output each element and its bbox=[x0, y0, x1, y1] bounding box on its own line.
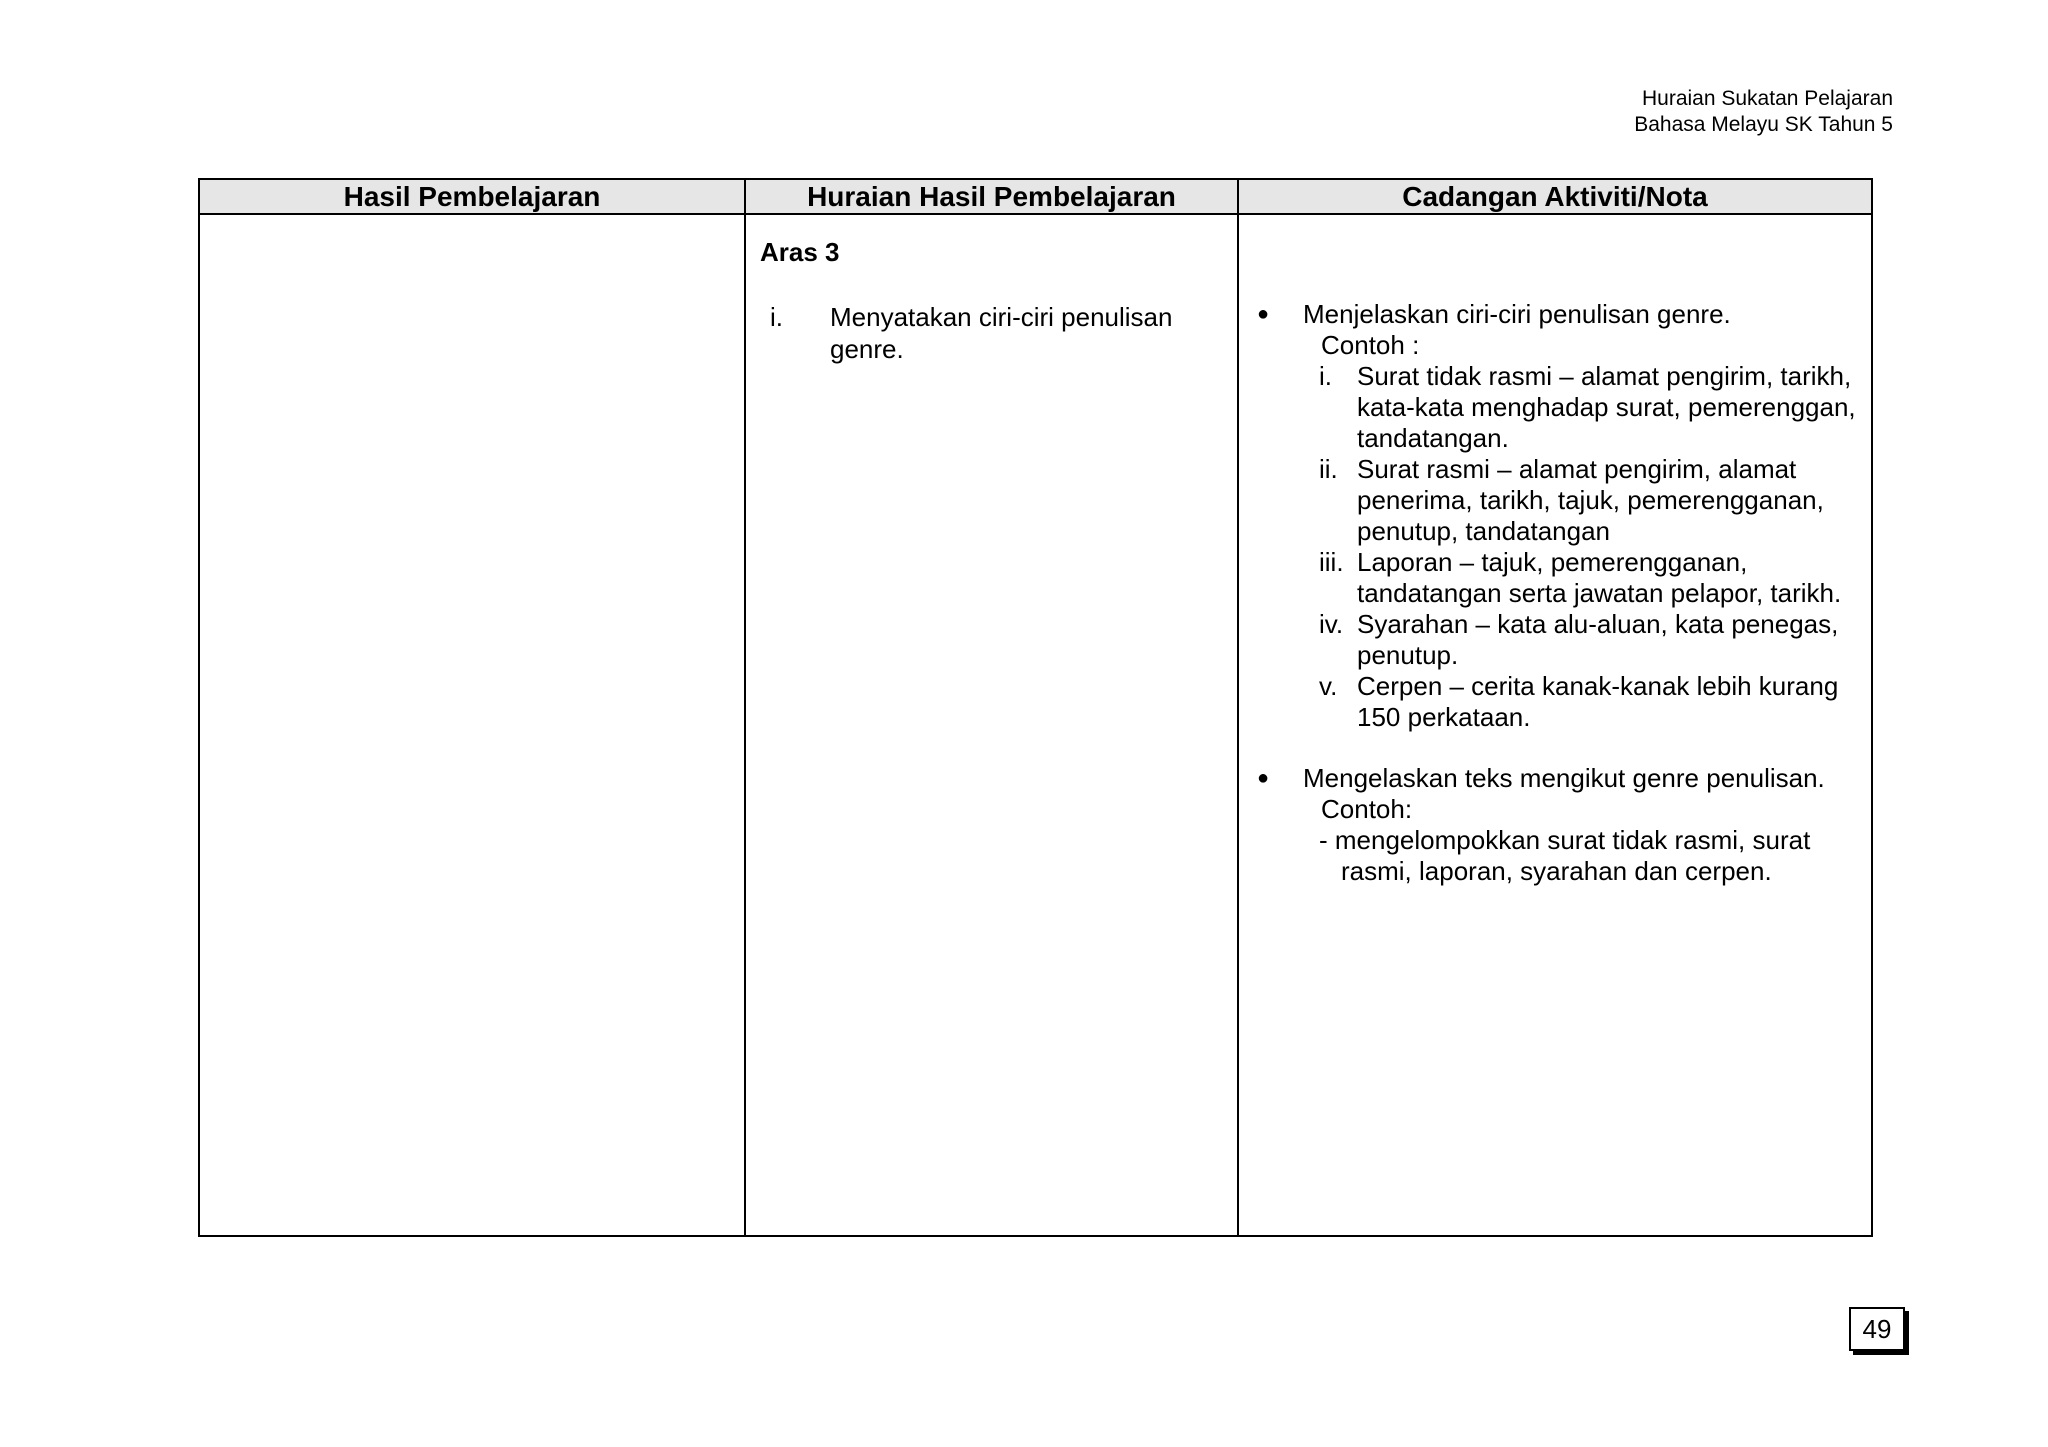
level-title: Aras 3 bbox=[760, 237, 840, 267]
page-number: 49 bbox=[1849, 1307, 1905, 1351]
outcome-text: Menyatakan ciri-ciri penulisan genre. bbox=[830, 302, 1173, 364]
bullet-icon: ● bbox=[1257, 303, 1270, 325]
syllabus-table bbox=[198, 178, 1873, 1237]
header-line-2: Bahasa Melayu SK Tahun 5 bbox=[1634, 113, 1893, 136]
example-item bbox=[1257, 609, 1877, 671]
example-item bbox=[1257, 671, 1877, 733]
example-text: Cerpen – cerita kanak-kanak lebih kurang 150 perkataan. bbox=[1357, 671, 1839, 732]
example-dash-line: - mengelompokkan surat tidak rasmi, surat bbox=[1319, 825, 1811, 855]
example-number: i. bbox=[1319, 361, 1332, 391]
example-item bbox=[1257, 454, 1877, 547]
activity-item bbox=[1257, 299, 1877, 733]
activity-text: Mengelaskan teks mengikut genre penulisan. bbox=[1303, 763, 1825, 793]
example-number: v. bbox=[1319, 671, 1338, 701]
example-text: Syarahan – kata alu-aluan, kata penegas, penutup. bbox=[1357, 609, 1839, 670]
column-header-learning-outcome: Hasil Pembelajaran bbox=[200, 180, 746, 213]
bullet-icon: ● bbox=[1257, 767, 1270, 789]
learning-outcome-cell bbox=[200, 215, 746, 1235]
example-number: iv. bbox=[1319, 609, 1344, 639]
example-item bbox=[1257, 547, 1877, 609]
activity-item bbox=[1257, 763, 1877, 887]
table-header-row bbox=[200, 180, 1871, 215]
suggested-activities-cell bbox=[1239, 215, 1871, 1235]
example-text: Laporan – tajuk, pemerengganan, tandatangan serta jawatan pelapor, tarikh. bbox=[1357, 547, 1842, 608]
activity-text: Menjelaskan ciri-ciri penulisan genre. bbox=[1303, 299, 1731, 329]
example-label: Contoh: bbox=[1321, 794, 1413, 824]
example-label: Contoh : bbox=[1321, 330, 1420, 360]
header-line-1: Huraian Sukatan Pelajaran bbox=[1642, 87, 1893, 110]
outcome-number: i. bbox=[770, 302, 783, 332]
example-dash-continuation: rasmi, laporan, syarahan dan cerpen. bbox=[1341, 856, 1772, 886]
example-number: ii. bbox=[1319, 454, 1338, 484]
example-text: Surat tidak rasmi – alamat pengirim, tarikh, kata-kata menghadap surat, pemerenggan, tandatangan. bbox=[1357, 361, 1856, 453]
example-item bbox=[1257, 361, 1877, 454]
outcome-description-cell bbox=[746, 215, 1239, 1235]
example-text: Surat rasmi – alamat pengirim, alamat penerima, tarikh, tajuk, pemerengganan, penutup, tandatangan bbox=[1357, 454, 1824, 546]
column-header-suggested-activities: Cadangan Aktiviti/Nota bbox=[1402, 180, 1708, 212]
example-number: iii. bbox=[1319, 547, 1344, 577]
table-body-row bbox=[200, 215, 1871, 1235]
outcome-item bbox=[770, 301, 1190, 365]
column-header-outcome-description: Huraian Hasil Pembelajaran bbox=[746, 180, 1239, 213]
document-header bbox=[1634, 86, 1893, 138]
